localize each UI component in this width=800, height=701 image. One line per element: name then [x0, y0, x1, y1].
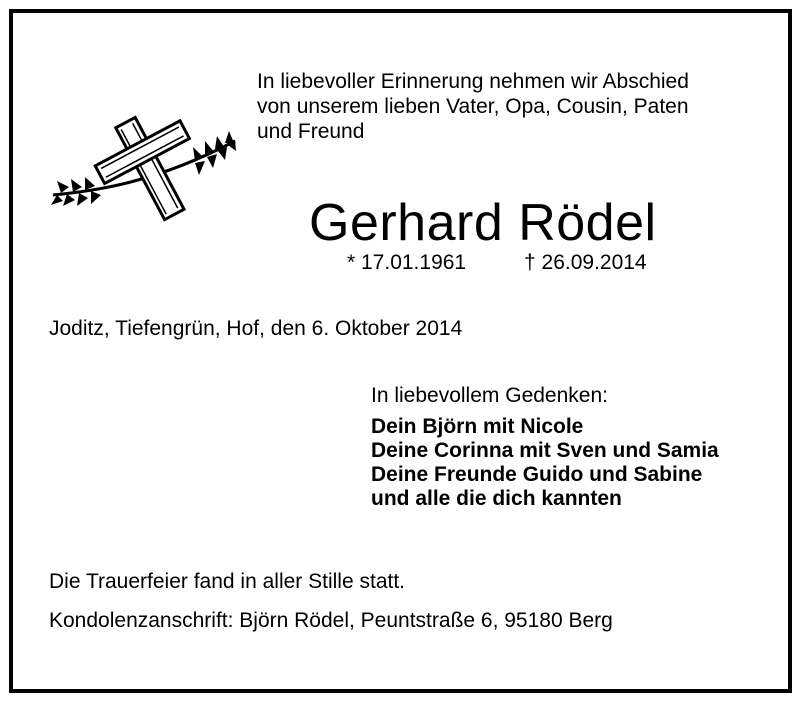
obituary-frame	[9, 9, 792, 693]
intro-line: von unserem lieben Vater, Opa, Cousin, Paten	[257, 95, 689, 118]
intro-line: In liebevoller Erinnerung nehmen wir Abschied	[257, 70, 689, 93]
mourner-line: Deine Corinna mit Sven und Samia	[371, 439, 719, 462]
place-and-date: Joditz, Tiefengrün, Hof, den 6. Oktober 2014	[49, 317, 463, 340]
cross-with-palm-branch-icon	[45, 113, 240, 223]
memorial-heading: In liebevollem Gedenken:	[371, 384, 608, 407]
intro-text	[257, 69, 689, 144]
birth-date: * 17.01.1961	[347, 251, 467, 274]
mourner-line: Deine Freunde Guido und Sabine	[371, 463, 703, 486]
service-note: Die Trauerfeier fand in aller Stille statt.	[49, 570, 405, 593]
deceased-name: Gerhard Rödel	[309, 194, 657, 252]
mourners-list	[371, 415, 719, 511]
intro-line: und Freund	[257, 120, 365, 143]
mourner-line: und alle die dich kannten	[371, 487, 622, 510]
death-date: † 26.09.2014	[524, 251, 647, 274]
condolence-address: Kondolenzanschrift: Björn Rödel, Peuntstraße 6, 95180 Berg	[49, 609, 613, 632]
mourner-line: Dein Björn mit Nicole	[371, 415, 584, 438]
